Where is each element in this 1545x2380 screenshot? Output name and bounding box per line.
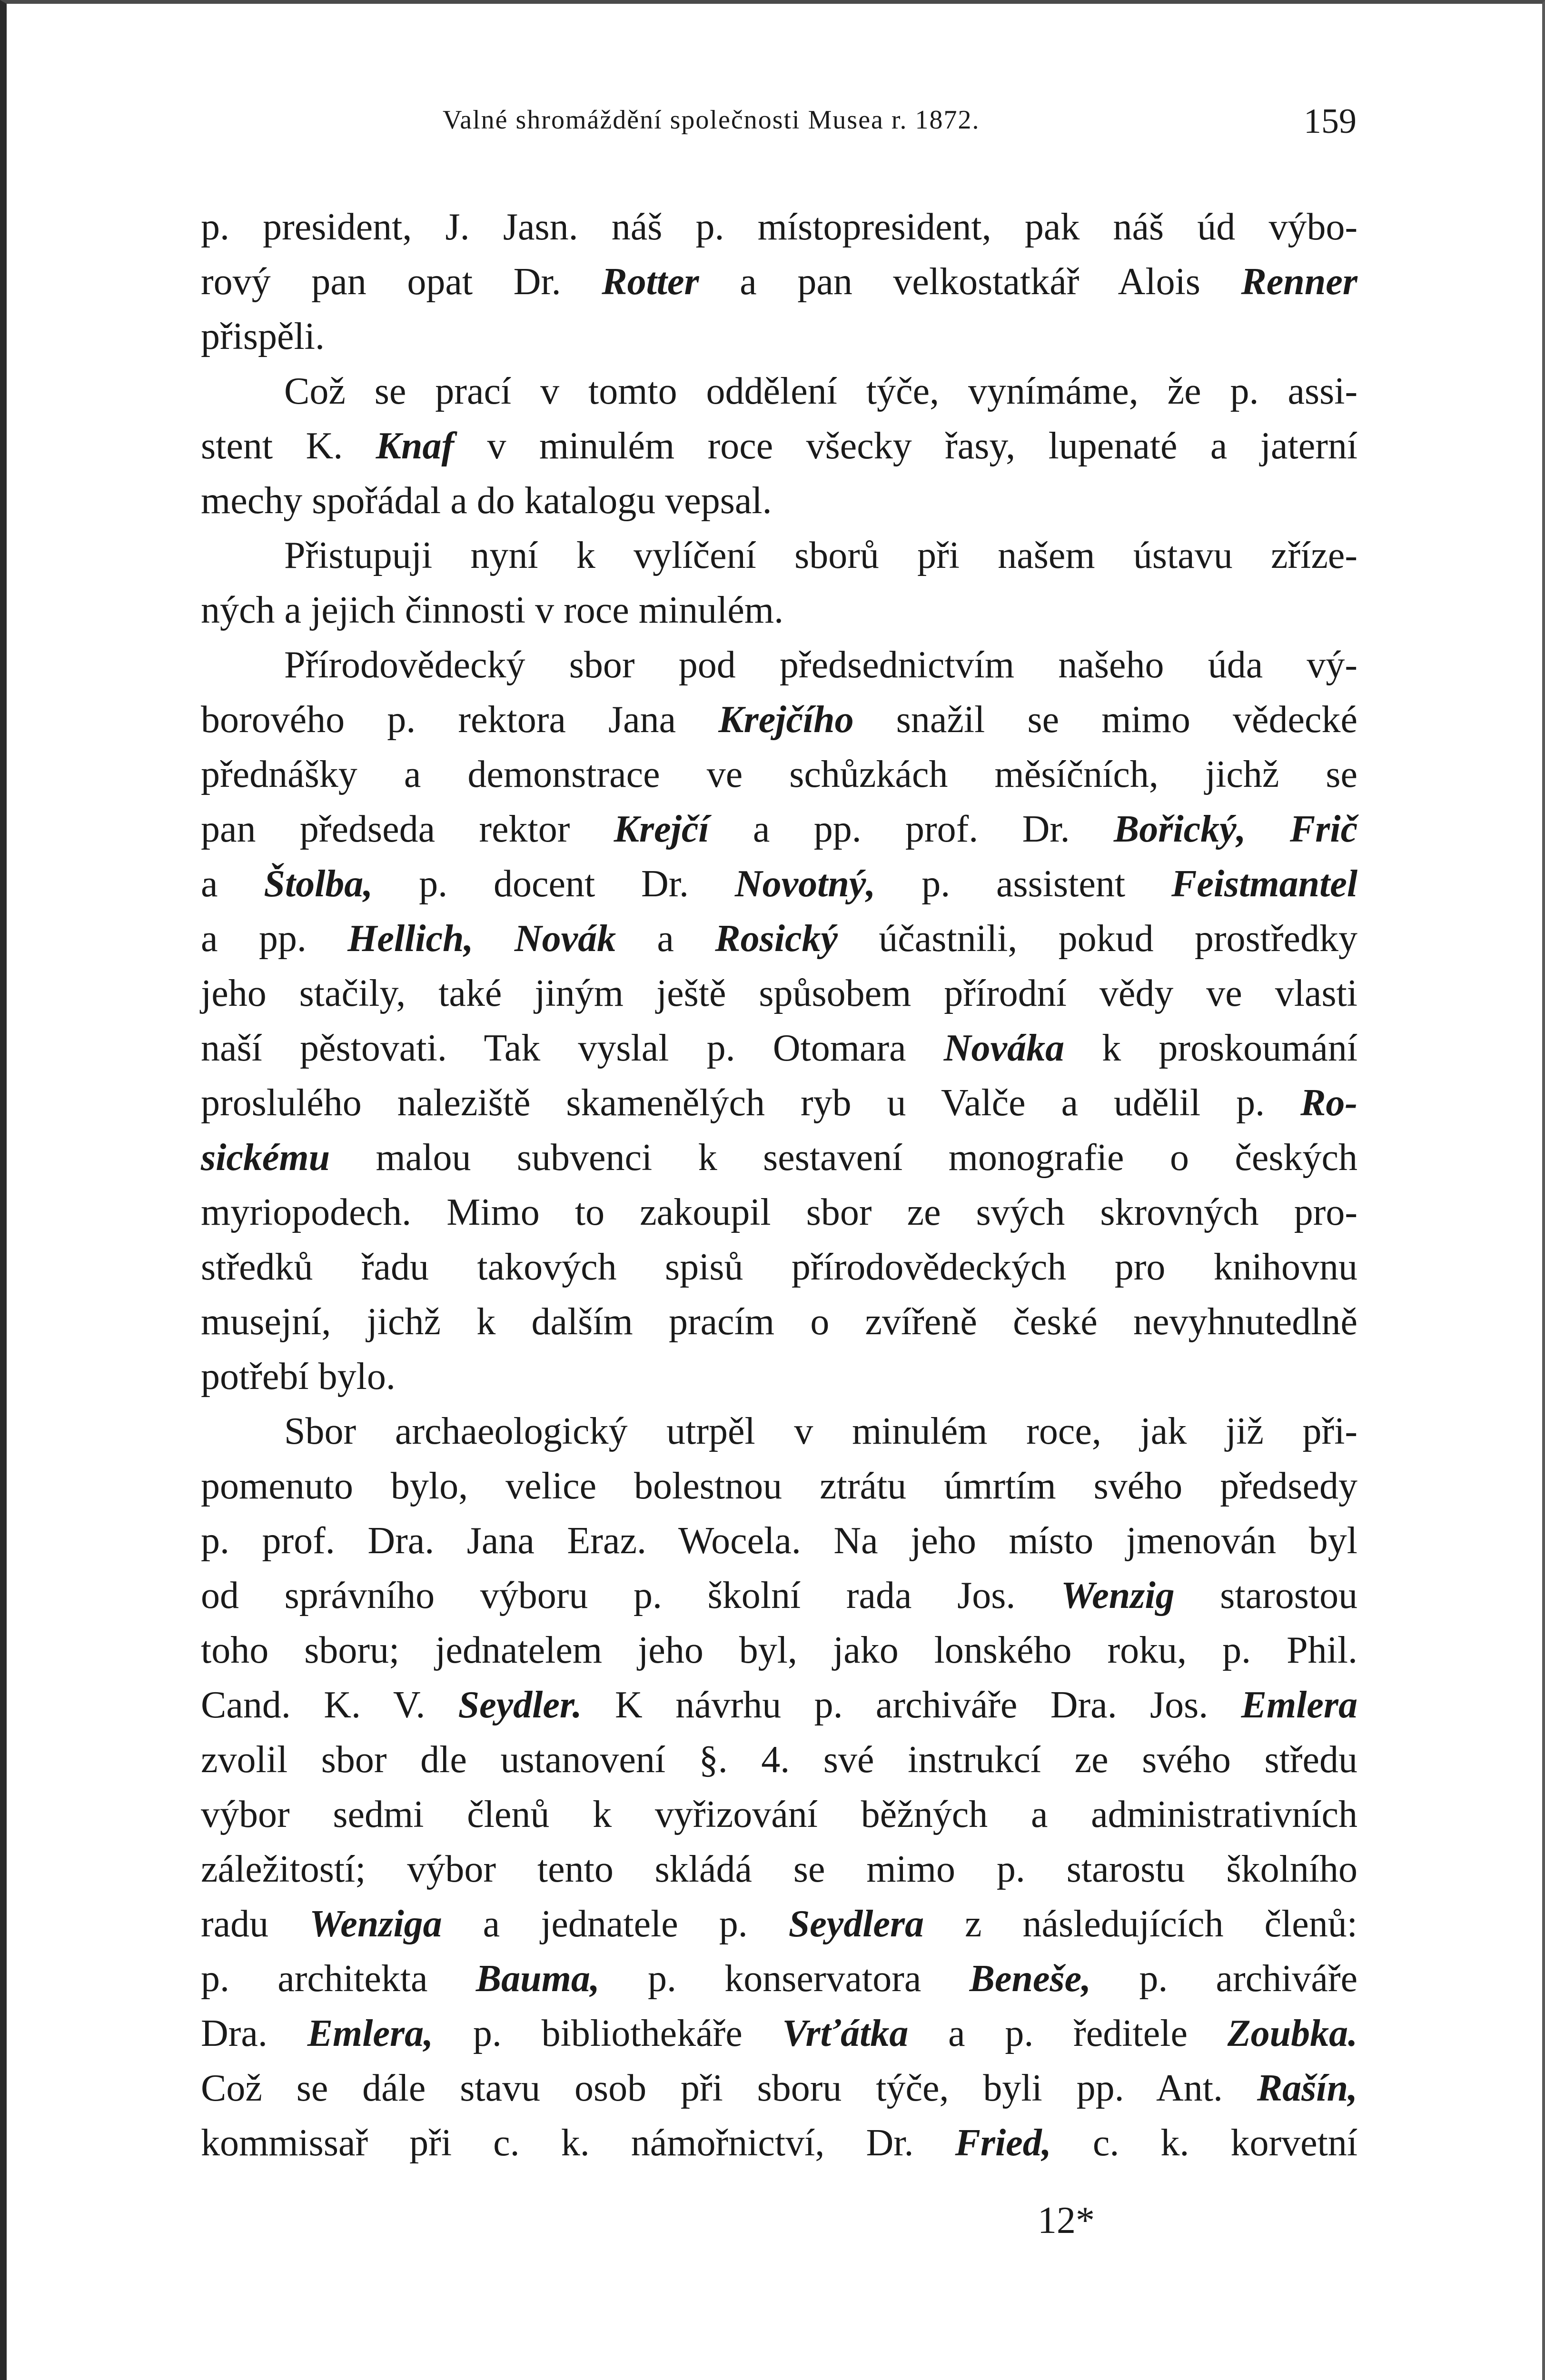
italic-name: Wenzig bbox=[1061, 1575, 1175, 1616]
text-line: sickému malou subvenci k sestavení monografie o českých bbox=[201, 1137, 1358, 1179]
text-line: mechy spořádal a do katalogu vepsal. bbox=[201, 480, 772, 522]
text-line: potřebí bylo. bbox=[201, 1356, 396, 1398]
italic-name: Nováka bbox=[943, 1027, 1065, 1069]
italic-name: Štolba, bbox=[264, 863, 373, 905]
text-line: Přírodovědecký sbor pod předsednictvím našeho úda vý- bbox=[284, 644, 1358, 686]
text-line: myriopodech. Mimo to zakoupil sbor ze svých skrovných pro- bbox=[201, 1191, 1358, 1233]
text-line: pomenuto bylo, velice bolestnou ztrátu úmrtím svého předsedy bbox=[201, 1465, 1358, 1507]
text-line: a Štolba, p. docent Dr. Novotný, p. assistent Feistmantel bbox=[201, 863, 1358, 905]
body-text bbox=[201, 200, 1357, 2171]
italic-name: Vrťátka bbox=[782, 2013, 909, 2054]
text-line: proslulého naleziště skamenělých ryb u Valče a udělil p. Ro- bbox=[201, 1082, 1358, 1124]
text-line: p. architekta Bauma, p. konservatora Beneše, p. archiváře bbox=[201, 1958, 1358, 2000]
text-line: přispěli. bbox=[201, 316, 325, 357]
italic-name: Novák bbox=[514, 918, 616, 960]
text-line: od správního výboru p. školní rada Jos. Wenzig starostou bbox=[201, 1575, 1358, 1616]
text-line: p. president, J. Jasn. náš p. místopresident, pak náš úd výbo- bbox=[201, 206, 1358, 248]
text-line: přednášky a demonstrace ve schůzkách měsíčních, jichž se bbox=[201, 754, 1358, 795]
text-line: musejní, jichž k dalším pracím o zvířeně české nevyhnutedlně bbox=[201, 1301, 1358, 1343]
italic-name: sickému bbox=[201, 1137, 330, 1179]
text-line: borového p. rektora Jana Krejčího snažil se mimo vědecké bbox=[201, 699, 1358, 741]
text-line: naší pěstovati. Tak vyslal p. Otomara Nováka k proskoumání bbox=[201, 1027, 1358, 1069]
italic-name: Knaf bbox=[376, 425, 455, 467]
text-line: Což se dále stavu osob při sboru týče, byli pp. Ant. Rašín, bbox=[201, 2067, 1358, 2109]
italic-name: Fried, bbox=[955, 2122, 1051, 2164]
italic-name: Bořický, bbox=[1113, 808, 1246, 850]
italic-name: Bauma, bbox=[475, 1958, 600, 2000]
italic-name: Ro- bbox=[1300, 1082, 1358, 1124]
text-line: středků řadu takových spisů přírodovědeckých pro knihovnu bbox=[201, 1246, 1357, 1288]
text-line: stent K. Knaf v minulém roce všecky řasy, lupenaté a jaterní bbox=[201, 425, 1358, 467]
italic-name: Novotný, bbox=[734, 863, 876, 905]
page-number: 159 bbox=[1304, 102, 1357, 141]
italic-name: Krejčí bbox=[614, 808, 709, 850]
italic-name: Wenziga bbox=[309, 1903, 442, 1945]
page-header bbox=[205, 98, 1357, 150]
italic-name: Seydler. bbox=[458, 1684, 582, 1726]
text-line: Dra. Emlera, p. bibliothekáře Vrťátka a p. ředitele Zoubka. bbox=[201, 2013, 1358, 2054]
italic-name: Rosický bbox=[715, 918, 838, 960]
italic-name: Renner bbox=[1241, 261, 1358, 303]
text-line: Cand. K. V. Seydler. K návrhu p. archiváře Dra. Jos. Emlera bbox=[201, 1684, 1358, 1726]
text-line: záležitostí; výbor tento skládá se mimo p. starostu školního bbox=[201, 1848, 1358, 1890]
italic-name: Frič bbox=[1289, 808, 1358, 850]
italic-name: Emlera bbox=[1241, 1684, 1358, 1726]
text-line: rový pan opat Dr. Rotter a pan velkostatkář Alois Renner bbox=[201, 261, 1358, 303]
text-line: a pp. Hellich, Novák a Rosický účastnili, pokud prostředky bbox=[201, 918, 1358, 960]
text-line: kommissař při c. k. námořnictví, Dr. Fried, c. k. korvetní bbox=[201, 2122, 1358, 2164]
text-line: radu Wenziga a jednatele p. Seydlera z následujících členů: bbox=[201, 1903, 1358, 1945]
italic-name: Rotter bbox=[602, 261, 699, 303]
italic-name: Emlera, bbox=[307, 2013, 434, 2054]
italic-name: Zoubka. bbox=[1227, 2013, 1358, 2054]
italic-name: Feistmantel bbox=[1171, 863, 1358, 905]
text-line: Což se prací v tomto oddělení týče, vynímáme, že p. assi- bbox=[284, 370, 1358, 412]
text-line: ných a jejich činnosti v roce minulém. bbox=[201, 589, 784, 631]
text-line: jeho stačily, také jiným ještě spůsobem přírodní vědy ve vlasti bbox=[201, 972, 1358, 1014]
text-line: p. prof. Dra. Jana Eraz. Wocela. Na jeho místo jmenován byl bbox=[201, 1520, 1357, 1562]
text-line: zvolil sbor dle ustanovení §. 4. své instrukcí ze svého středu bbox=[201, 1739, 1358, 1781]
text-line: pan předseda rektor Krejčí a pp. prof. Dr. Bořický, Frič bbox=[201, 808, 1358, 850]
text-line: Přistupuji nyní k vylíčení sborů při našem ústavu zříze- bbox=[284, 535, 1358, 576]
signature-mark: 12* bbox=[1038, 2200, 1095, 2241]
italic-name: Rašín, bbox=[1257, 2067, 1358, 2109]
text-line: Sbor archaeologický utrpěl v minulém roce, jak již při- bbox=[284, 1410, 1358, 1452]
italic-name: Krejčího bbox=[718, 699, 854, 741]
running-title: Valné shromáždění společnosti Musea r. 1872. bbox=[443, 105, 980, 135]
italic-name: Beneše, bbox=[969, 1958, 1091, 2000]
italic-name: Hellich, bbox=[347, 918, 474, 960]
text-line: toho sboru; jednatelem jeho byl, jako lonského roku, p. Phil. bbox=[201, 1629, 1358, 1671]
italic-name: Seydlera bbox=[788, 1903, 924, 1945]
text-line: výbor sedmi členů k vyřizování běžných a administrativních bbox=[201, 1794, 1358, 1835]
